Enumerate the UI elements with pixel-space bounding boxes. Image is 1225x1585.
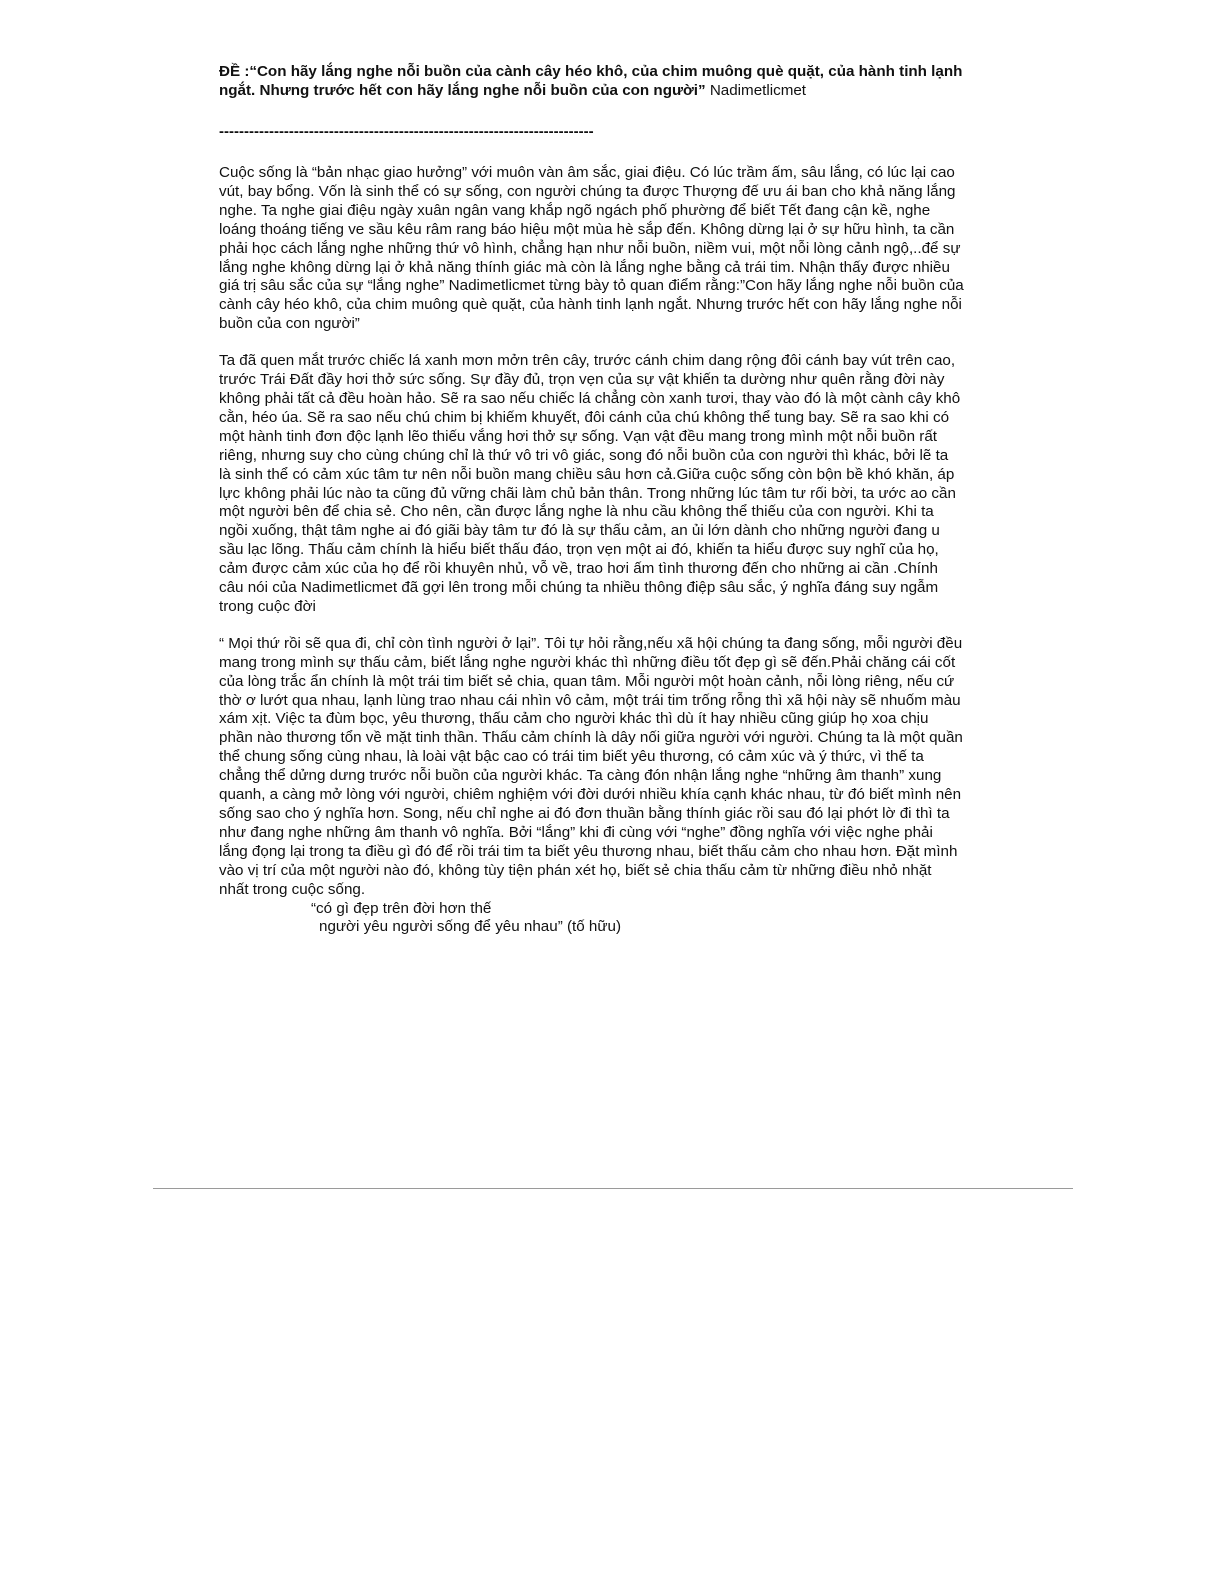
paragraph-body-2: “ Mọi thứ rồi sẽ qua đi, chỉ còn tình người ở lại”. Tôi tự hỏi rằng,nếu xã hội chúng ta đang sống, mỗi người đều mang trong mình sự thấu cảm, biết lắng nghe người khác thì những điều tốt đẹp gì sẽ đến.Phải chăng cái cốt của lòng trắc ẩn chính là một trái tim biết sẻ chia, quan tâm. Mỗi người một hoàn cảnh, nỗi lòng riêng, nếu cứ thờ ơ lướt qua nhau, lạnh lùng trao nhau cái nhìn vô cảm, một trái tim trống rỗng thì xã hội này sẽ nhuốm màu xám xịt. Việc ta đùm bọc, yêu thương, thấu cảm cho người khác thì dù ít hay nhiều cũng giúp họ xoa chịu phần nào thương tổn về mặt tinh thần. Thấu cảm chính là dây nối giữa người với người. Chúng ta là một quần thể chung sống cùng nhau, là loài vật bậc cao có trái tim biết yêu thương, có cảm xúc và ý thức, vì thế ta chẳng thể dửng dưng trước nỗi buồn của người khác. Ta càng đón nhận lắng nghe “những âm thanh” xung quanh, a càng mở lòng với người, chiêm nghiệm với đời dưới nhiều khía cạnh khác nhau, từ đó biết mình nên sống sao cho ý nghĩa hơn. Song, nếu chỉ nghe ai đó đơn thuần bằng thính giác rồi sau đó lại phớt lờ đi thì ta như đang nghe những âm thanh vô nghĩa. Bởi “lắng” khi đi cùng với “nghe” đồng nghĩa với việc nghe phải lắng đọng lại trong ta điều gì đó để rồi trái tim ta biết yêu thương nhau, biết thấu cảm cho nhau hơn. Đặt mình vào vị trí của một người nào đó, không tùy tiện phán xét họ, biết sẻ chia thấu cảm từ những điều nhỏ nhặt nhất trong cuộc sống.	[219, 634, 963, 898]
paragraph-body-1	[219, 352, 964, 617]
paragraph-body-1-emphasis: là hiểu biết thấu đáo, trọn vẹn một ai đó, khiến ta hiểu được suy nghĩ của họ, cảm được cảm xúc của họ để rồi khuyên nhủ, vỗ về, trao hơi ấm tình thương đến cho những ai cần .Chính câu nói của Nadimetlicmet đã gợi lên trong mỗi chúng ta nhiều thông điệp sâu sắc, ý nghĩa đáng suy ngẫm trong cuộc đời	[219, 541, 939, 615]
page-bottom-rule	[153, 1188, 1073, 1189]
paragraph-intro: Cuộc sống là “bản nhạc giao hưởng” với muôn vàn âm sắc, giai điệu. Có lúc trầm ấm, sâu lắng, có lúc lại cao vút, bay bổng. Vốn là sinh thể có sự sống, con người chúng ta được Thượng đế ưu ái ban cho khả năng lắng nghe. Ta nghe giai điệu ngày xuân ngân vang khắp ngõ ngách phố phường để biết Tết đang cận kề, nghe loáng thoáng tiếng ve sầu kêu râm rang báo hiệu một mùa hè sắp đến. Không dừng lại ở sự hữu hình, ta cần phải học cách lắng nghe những thứ vô hình, chẳng hạn như nỗi buồn, niềm vui, một nỗi lòng cảnh ngộ,..để sự lắng nghe không dừng lại ở khả năng thính giác mà còn là lắng nghe bằng cả trái tim. Nhận thấy được nhiều giá trị sâu sắc của sự “lắng nghe” Nadimetlicmet từng bày tỏ quan điểm rằng:”Con hãy lắng nghe nỗi buồn của cành cây héo khô, của chim muông què quặt, của hành tinh lạnh ngắt. Nhưng trước hết con hãy lắng nghe nỗi buồn của con người”	[219, 164, 964, 333]
title-author: Nadimetlicmet	[705, 82, 807, 99]
poem-line-2: người yêu người sống để yêu nhau” (tố hữu)	[319, 918, 622, 936]
dashed-divider: ---------------------------------------------------------------------------	[219, 123, 594, 140]
poem-line-1: “có gì đẹp trên đời hơn thế	[311, 899, 492, 917]
paragraph-body-1-text: Ta đã quen mắt trước chiếc lá xanh mơn mởn trên cây, trước cánh chim dang rộng đôi cánh bay vút trên cao, trước Trái Đất đầy hơi thở sức sống. Sự đầy đủ, trọn vẹn của sự vật khiến ta dường như quên rằng đời này không phải tất cả đều hoàn hảo. Sẽ ra sao nếu chiếc lá chẳng còn xanh tươi, thay vào đó là một cành cây khô cằn, héo úa. Sẽ ra sao nếu chú chim bị khiếm khuyết, đôi cánh của chú không thể tung bay. Sẽ ra sao khi có một hành tinh đơn độc lạnh lẽo thiếu vắng hơi thở sự sống. Vạn vật đều mang trong mình một nỗi buồn rất riêng, nhưng suy cho cùng chúng chỉ là thứ vô tri vô giác, song đó nỗi buồn của con người thì khác, bởi lẽ ta là sinh thể có cảm xúc tâm tư nên nỗi buồn mang chiều sâu hơn cả.Giữa cuộc sống còn bộn bề khó khăn, áp lực không phải lúc nào ta cũng đủ vững chãi làm chủ bản thân. Trong những lúc tâm tư rối bời, ta ước ao cần một người bên để chia sẻ. Cho nên, cần được lắng nghe là nhu cầu không thể thiếu của con người. Khi ta ngồi xuống, thật tâm nghe ai đó giãi bày tâm tư đó là sự thấu cảm, an ủi lớn dành cho những người đang u sầu lạc lõng. Thấu cảm chính	[219, 352, 961, 559]
essay-title-text: ĐỀ :“Con hãy lắng nghe nỗi buồn của cành cây héo khô, của chim muông què quặt, của hành tinh lạnh ngắt. Nhưng trước hết con hãy lắng nghe nỗi buồn của con người”	[219, 63, 963, 99]
document-page	[219, 62, 964, 937]
essay-title	[219, 62, 964, 100]
